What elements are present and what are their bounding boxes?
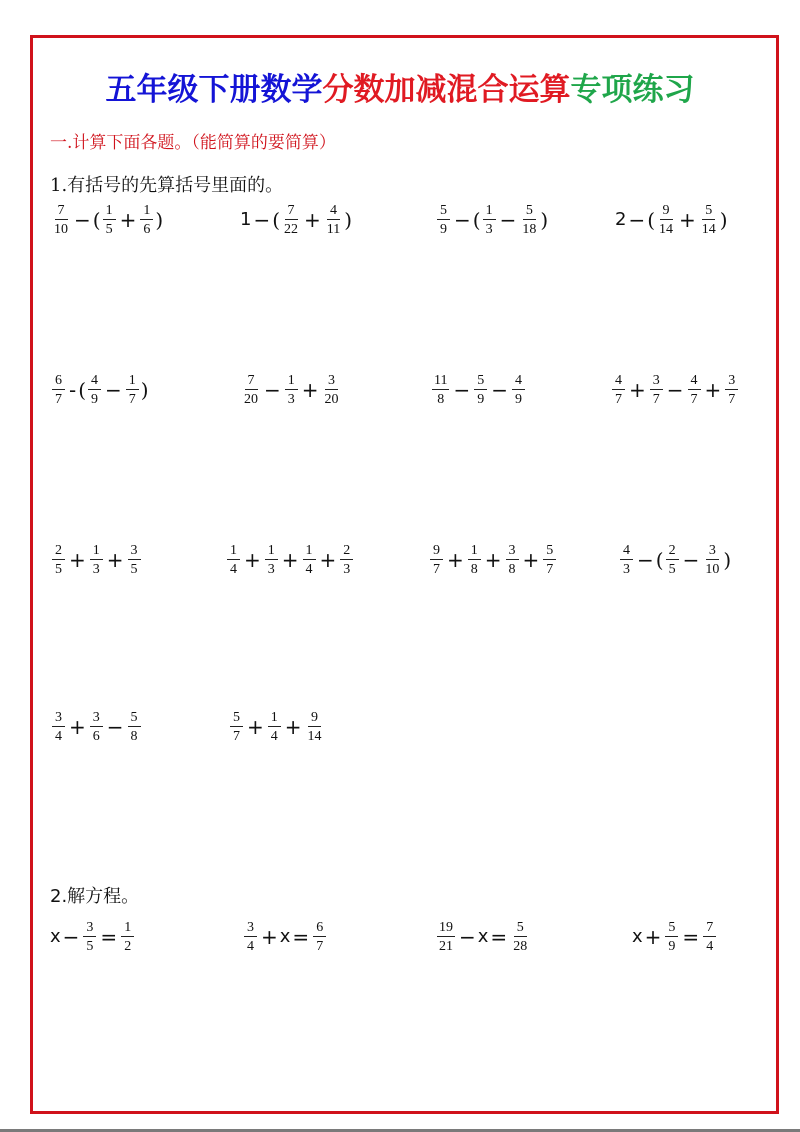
operator: + [247,715,264,739]
operator: − [62,925,80,949]
problem-r1-c4 [615,198,728,242]
fraction [285,373,298,407]
operator: + [261,925,278,949]
numerator: 7 [285,203,298,220]
numerator: 5 [702,203,715,220]
denominator: 14 [701,222,716,237]
operator: − [454,208,471,232]
fraction [437,920,455,954]
numerator: 1 [121,920,134,937]
problem-r4-c2 [228,705,326,749]
denominator: 7 [690,392,698,407]
denominator: 10 [54,222,68,237]
operator: = [292,925,310,949]
operator: = [100,925,118,949]
operator: − [499,208,517,232]
fraction [612,373,625,407]
problem-r2-c4 [610,368,740,412]
fraction [474,373,487,407]
problem-r2-c1 [50,368,149,412]
fraction [140,203,153,237]
numerator: 5 [665,920,678,937]
parenthesis: ( [78,378,87,402]
fraction [703,543,721,577]
operator: + [484,548,502,572]
variable: x [279,926,291,947]
operator: − [264,378,281,402]
denominator: 3 [92,562,100,577]
fraction [688,373,701,407]
denominator: 7 [728,392,736,407]
section-heading: 一.计算下面各题。（能简算的要简算） [50,133,336,153]
fraction [52,710,65,744]
parenthesis: ( [92,208,101,232]
numerator: 5 [543,543,556,560]
numerator: 5 [230,710,243,727]
fraction [242,373,260,407]
numerator: 1 [227,543,240,560]
fraction [725,373,738,407]
problem-r1-c2 [240,198,352,242]
operator: − [682,548,700,572]
operator: − [74,208,91,232]
denominator: 7 [433,562,440,577]
equation-3 [435,915,531,959]
operator: − [105,378,122,402]
denominator: 28 [513,939,528,954]
title-topic-part: 分数加减混合运算 [322,72,571,108]
operator: − [453,378,471,402]
numerator: 5 [437,203,450,220]
denominator: 22 [284,222,299,237]
numerator: 7 [703,920,716,937]
denominator: 6 [92,729,100,744]
fraction [90,543,103,577]
numerator: 1 [268,710,281,727]
operator: − [491,378,509,402]
fraction [128,543,141,577]
operator: − [666,378,684,402]
numerator: 5 [474,373,487,390]
fraction [268,710,281,744]
part1-heading: 1.有括号的先算括号里面的。 [50,175,284,196]
operator: + [284,715,302,739]
operator: + [704,378,722,402]
operator: + [644,925,662,949]
numerator: 19 [439,920,453,935]
denominator: 3 [343,562,351,577]
problem-r1-c1 [50,198,163,242]
fraction [90,710,103,744]
fraction [665,920,678,954]
denominator: 6 [143,222,151,237]
numerator: 9 [660,203,673,220]
fraction [432,373,449,407]
fraction [506,543,519,577]
numerator: 1 [140,203,153,220]
denominator: 8 [470,562,478,577]
denominator: 5 [668,562,676,577]
numerator: 3 [90,710,103,727]
fraction [620,543,633,577]
fraction [657,203,675,237]
numerator: 3 [244,920,257,937]
operator: − [253,208,271,232]
numerator: 2 [52,543,65,560]
operator: + [119,208,137,232]
fraction [313,920,326,954]
fraction [512,373,525,407]
operator: + [106,548,124,572]
numerator: 4 [512,373,525,390]
operator: + [679,208,696,232]
denominator: 20 [324,392,339,407]
fraction [121,920,134,954]
integer: 1 [240,209,252,230]
numerator: 3 [725,373,738,390]
denominator: 4 [247,939,254,954]
denominator: 3 [623,562,630,577]
operator: + [244,548,261,572]
variable: x [632,926,643,947]
operator: + [281,548,299,572]
denominator: 7 [128,392,136,407]
parenthesis: ( [272,208,281,232]
fraction [483,203,496,237]
fraction [128,710,141,744]
parenthesis: ( [655,548,664,572]
problem-r2-c2 [240,368,343,412]
numerator: 1 [103,203,116,220]
operator: + [69,715,86,739]
denominator: 9 [91,392,99,407]
operator: = [490,925,508,949]
operator: + [301,378,319,402]
variable: x [477,926,489,947]
fraction [103,203,116,237]
equation-4 [632,915,718,959]
numerator: 1 [265,543,278,560]
fraction [227,543,240,577]
denominator: 4 [55,729,62,744]
denominator: 3 [287,392,295,407]
numerator: 7 [245,373,258,390]
fraction [650,373,663,407]
numerator: 3 [650,373,663,390]
problem-r3-c4 [618,538,731,582]
numerator: 1 [468,543,481,560]
fraction [543,543,556,577]
operator: = [682,925,700,949]
fraction [703,920,716,954]
fraction [666,543,679,577]
parenthesis: ) [723,548,732,572]
fraction [265,543,278,577]
fraction [52,203,70,237]
denominator: 18 [522,222,537,237]
numerator: 1 [483,203,496,220]
parenthesis: ) [540,208,549,232]
title-practice-part: 专项练习 [570,72,695,108]
numerator: 2 [340,543,353,560]
denominator: 7 [55,392,62,407]
denominator: 7 [615,392,622,407]
operator: + [522,548,540,572]
denominator: 3 [267,562,275,577]
fraction [468,543,481,577]
denominator: 5 [130,562,138,577]
equation-2 [242,915,328,959]
fraction [511,920,529,954]
equation-1 [50,915,136,959]
numerator: 2 [666,543,679,560]
denominator: 8 [508,562,516,577]
parenthesis: ) [719,208,728,232]
parenthesis: ) [155,208,164,232]
numerator: 1 [303,543,316,560]
numerator: 1 [285,373,298,390]
numerator: 5 [523,203,536,220]
numerator: 3 [128,543,141,560]
fraction [126,373,139,407]
fraction [83,920,96,954]
fraction [520,203,538,237]
fraction [244,920,257,954]
numerator: 4 [688,373,701,390]
operator: − [637,548,654,572]
fraction [52,543,65,577]
denominator: 10 [705,562,720,577]
denominator: 21 [439,939,453,954]
fraction [437,203,450,237]
denominator: 14 [307,729,322,744]
parenthesis: ( [647,208,656,232]
denominator: 9 [477,392,485,407]
denominator: 4 [706,939,714,954]
operator: − [628,208,646,232]
numerator: 11 [434,373,448,388]
numerator: 6 [52,373,65,390]
operator: + [319,548,337,572]
problem-r4-c1 [50,705,143,749]
denominator: 14 [659,222,674,237]
parenthesis: ( [472,208,481,232]
integer: 2 [615,209,627,230]
problem-r3-c2 [225,538,355,582]
numerator: 1 [90,543,103,560]
numerator: 9 [308,710,321,727]
denominator: 5 [55,562,62,577]
denominator: 8 [437,392,445,407]
denominator: 4 [230,562,237,577]
operator: − [459,925,476,949]
part2-heading: 2.解方程。 [50,886,140,907]
numerator: 9 [430,543,443,560]
fraction [88,373,101,407]
parenthesis: ) [140,378,149,402]
parenthesis: ) [344,208,353,232]
fraction [306,710,324,744]
fraction [700,203,718,237]
operator: + [69,548,86,572]
operator: + [304,208,321,232]
numerator: 3 [506,543,519,560]
numerator: 3 [706,543,719,560]
worksheet-title [0,70,800,110]
fraction [323,373,341,407]
denominator: 7 [652,392,660,407]
numerator: 5 [128,710,141,727]
operator: + [447,548,464,572]
denominator: 11 [326,222,341,237]
denominator: 4 [270,729,278,744]
fraction [230,710,243,744]
problem-r3-c3 [428,538,558,582]
denominator: 7 [546,562,554,577]
numerator: 3 [325,373,338,390]
fraction [303,543,316,577]
denominator: 5 [105,222,113,237]
numerator: 6 [313,920,326,937]
denominator: 9 [668,939,676,954]
variable: x [50,926,61,947]
problem-r2-c3 [430,368,527,412]
denominator: 7 [316,939,324,954]
numerator: 4 [620,543,633,560]
fraction [340,543,353,577]
numerator: 4 [612,373,625,390]
fraction [430,543,443,577]
numerator: 3 [52,710,65,727]
denominator: 8 [130,729,138,744]
denominator: 7 [233,729,240,744]
denominator: 4 [305,562,313,577]
denominator: 2 [124,939,132,954]
fraction [282,203,300,237]
problem-r1-c3 [435,198,548,242]
denominator: 9 [515,392,523,407]
title-grade-part: 五年级下册数学 [105,72,323,108]
numerator: 3 [83,920,96,937]
denominator: 5 [86,939,94,954]
problem-r3-c1 [50,538,143,582]
denominator: 3 [485,222,493,237]
operator: - [69,378,77,402]
denominator: 20 [244,392,258,407]
numerator: 4 [327,203,340,220]
operator: + [629,378,646,402]
fraction [325,203,342,237]
numerator: 4 [88,373,101,390]
numerator: 1 [126,373,139,390]
denominator: 9 [440,222,447,237]
operator: − [106,715,124,739]
fraction [52,373,65,407]
numerator: 7 [55,203,68,220]
numerator: 5 [514,920,527,937]
